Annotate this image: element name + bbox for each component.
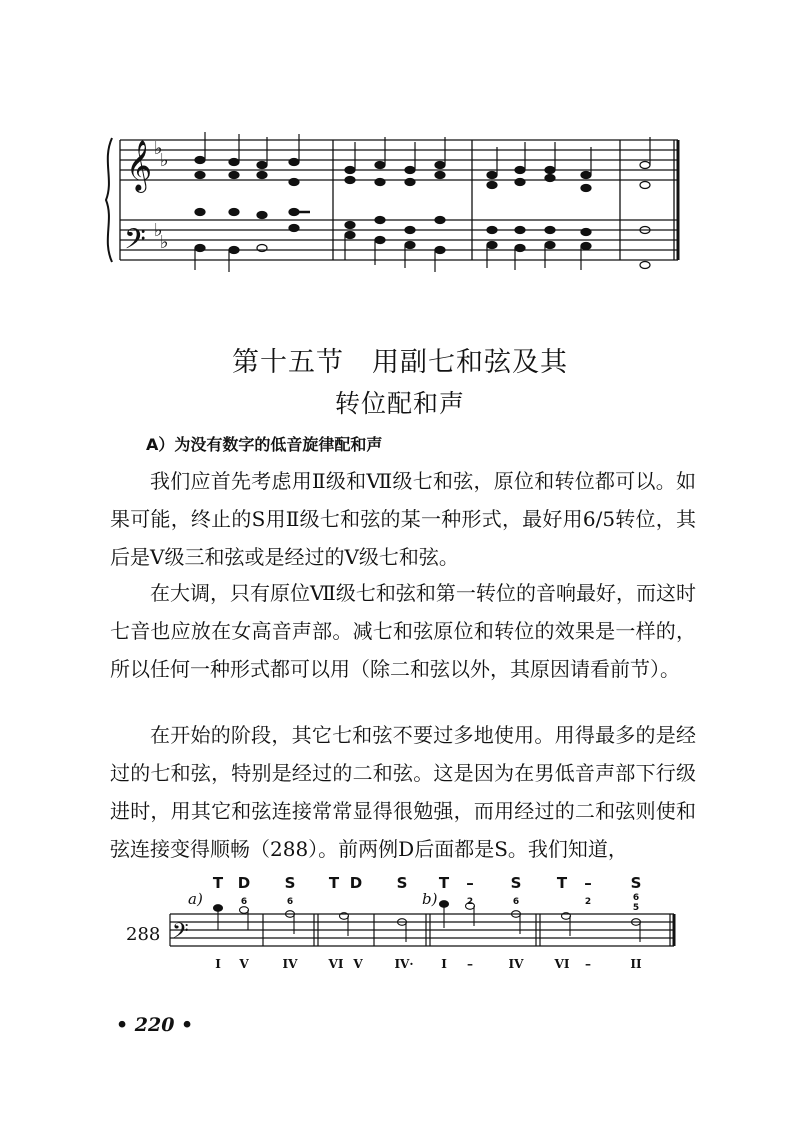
page-number: • 220 • <box>116 1014 194 1036</box>
part-a-label: a) <box>188 890 203 908</box>
degree-label: VI <box>328 957 344 971</box>
degree-label: II <box>630 957 642 971</box>
degree-label: IV <box>282 957 298 971</box>
svg-text:𝄢: 𝄢 <box>172 919 189 949</box>
function-label: S <box>630 874 642 892</box>
figured-bass: 5 <box>632 903 640 913</box>
degree-label: I <box>441 957 447 971</box>
section-title-line2: 转位配和声 <box>334 389 465 418</box>
function-label: T <box>212 874 224 892</box>
function-label: T <box>328 874 340 892</box>
degree-label: I <box>215 957 221 971</box>
music-example-288 <box>126 868 686 978</box>
paragraph-2 <box>110 574 696 688</box>
function-label: S <box>510 874 522 892</box>
degree-label: IV· <box>394 957 414 971</box>
figured-bass: 6 <box>240 897 248 907</box>
paragraph-1 <box>110 462 696 576</box>
figured-bass: 6 <box>632 893 640 903</box>
figured-bass: 6 <box>286 897 294 907</box>
figured-bass: 6 <box>512 897 520 907</box>
function-label: – <box>466 874 474 892</box>
subsection-heading: A）为没有数字的低音旋律配和声 <box>146 435 383 454</box>
function-label: – <box>584 874 592 892</box>
example-number: 288 <box>126 924 161 945</box>
paragraph-3 <box>110 716 696 868</box>
function-label: T <box>556 874 568 892</box>
degree-label: – <box>467 957 473 971</box>
function-label: S <box>396 874 408 892</box>
function-label: T <box>438 874 450 892</box>
paragraph-text: 在大调，只有原位Ⅶ级七和弦和第一转位的音响最好，而这时七音也应放在女高音声部。减七和弦原位和转位的效果是一样的，所以任何一种形式都可以用（除二和弦以外，其原因请看前节）。 <box>110 581 696 681</box>
svg-text:𝄞: 𝄞 <box>126 140 153 191</box>
function-label: D <box>349 874 363 892</box>
figured-bass: 2 <box>466 897 474 907</box>
svg-text:♭: ♭ <box>160 232 169 253</box>
svg-text:♭: ♭ <box>160 150 169 171</box>
function-label: D <box>237 874 251 892</box>
degree-label: V <box>239 957 249 971</box>
svg-text:𝄢: 𝄢 <box>124 223 146 263</box>
degree-label: V <box>353 957 363 971</box>
paragraph-text: 在开始的阶段，其它七和弦不要过多地使用。用得最多的是经过的七和弦，特别是经过的二和弦。这是因为在男低音声部下行级进时，用其它和弦连接常常显得很勉强，而用经过的二和弦则使和弦连接变得顺畅（288）。前两例D后面都是S。我们知道， <box>110 723 696 861</box>
svg-text:♭: ♭ <box>154 220 163 241</box>
part-b-label: b) <box>422 890 438 908</box>
section-title: 第十五节 用副七和弦及其 <box>232 347 568 378</box>
svg-text:♭: ♭ <box>154 138 163 159</box>
degree-label: IV <box>508 957 524 971</box>
paragraph-text: 我们应首先考虑用Ⅱ级和Ⅶ级七和弦，原位和转位都可以。如果可能，终止的S用Ⅱ级七和弦的某一种形式，最好用6/5转位，其后是Ⅴ级三和弦或是经过的Ⅴ级七和弦。 <box>110 469 696 569</box>
degree-label: VI <box>554 957 570 971</box>
function-label: S <box>284 874 296 892</box>
music-score-excerpt <box>100 120 690 280</box>
degree-label: – <box>585 957 591 971</box>
figured-bass: 2 <box>584 897 592 907</box>
